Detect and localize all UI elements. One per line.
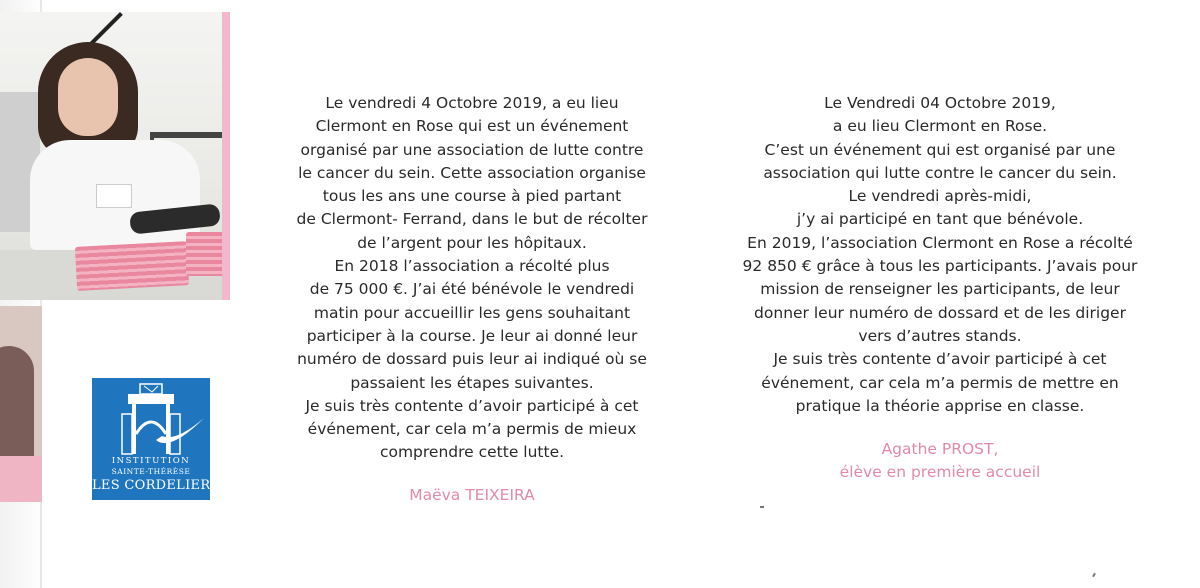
right-article-author-role: élève en première accueil [839,463,1041,481]
left-article-author: Maëva TEIXEIRA [409,486,535,504]
scan-speck [760,506,764,508]
left-article-line: numéro de dossard puis leur ai indiqué où se [297,350,647,369]
cloister-arch-icon [92,378,210,458]
right-article-line: j’y ai participé en tant que bénévole. [796,210,1084,229]
right-article-line: mission de renseigner les participants, de leur [760,280,1120,299]
left-article-line: passaient les étapes suivantes. [350,373,594,392]
logo-text-institution: INSTITUTION [111,456,191,466]
right-article-author [720,438,1160,484]
right-article-line: a eu lieu Clermont en Rose. [832,117,1048,136]
right-article-line: donner leur numéro de dossard et de les diriger [754,303,1126,322]
left-article-line: Le vendredi 4 Octobre 2019, a eu lieu [325,94,619,112]
left-article-line: Clermont en Rose qui est un événement [315,117,629,136]
right-article-line: En 2019, l’association Clermont en Rose a récolté [747,233,1133,252]
left-article-line: participer à la course. Je leur ai donné leur [306,326,638,345]
right-article [720,92,1160,418]
right-article-line: C’est un événement qui est organisé par une [764,140,1116,159]
right-article-line: Le vendredi après-midi, [848,187,1032,206]
right-article-line: association qui lutte contre le cancer du sein. [763,163,1117,182]
left-article [262,92,682,465]
logo-text-saint-name: SAINTE-THÉRÈSE [111,467,191,476]
volunteer-photo [0,12,230,300]
scan-speck [1092,573,1096,577]
left-article-line: En 2018 l’association a récolté plus [334,257,610,276]
right-article-line: Le Vendredi 04 Octobre 2019, [824,94,1056,112]
right-article-line: pratique la théorie apprise en classe. [795,396,1085,415]
right-article-line: 92 850 € grâce à tous les participants. J’avais pour [742,257,1138,276]
right-article-author-name: Agathe PROST, [881,440,999,458]
left-article-line: comprendre cette lutte. [379,443,565,462]
school-logo [92,378,220,500]
left-article-line: événement, car cela m’a permis de mieux [307,420,637,439]
right-article-line: événement, car cela m’a permis de mettre en [761,373,1119,392]
right-article-line: vers d’autres stands. [858,326,1022,345]
left-article-line: organisé par une association de lutte contre [300,140,644,159]
left-article-line: le cancer du sein. Cette association organise [298,163,646,182]
left-article-line: Je suis très contente d’avoir participé à cet [305,396,639,415]
left-article-line: de Clermont- Ferrand, dans le but de récolter [296,210,648,229]
left-article-line: de 75 000 €. J’ai été bénévole le vendredi [309,280,635,299]
left-article-line: de l’argent pour les hôpitaux. [357,233,587,252]
left-article-line: matin pour accueillir les gens souhaitant [313,303,631,322]
left-article-line: tous les ans une course à pied partant [322,187,622,206]
second-photo-cropped [0,306,42,502]
right-article-line: Je suis très contente d’avoir participé à cet [773,350,1107,369]
logo-text-school-name: LES CORDELIERS [92,478,220,493]
